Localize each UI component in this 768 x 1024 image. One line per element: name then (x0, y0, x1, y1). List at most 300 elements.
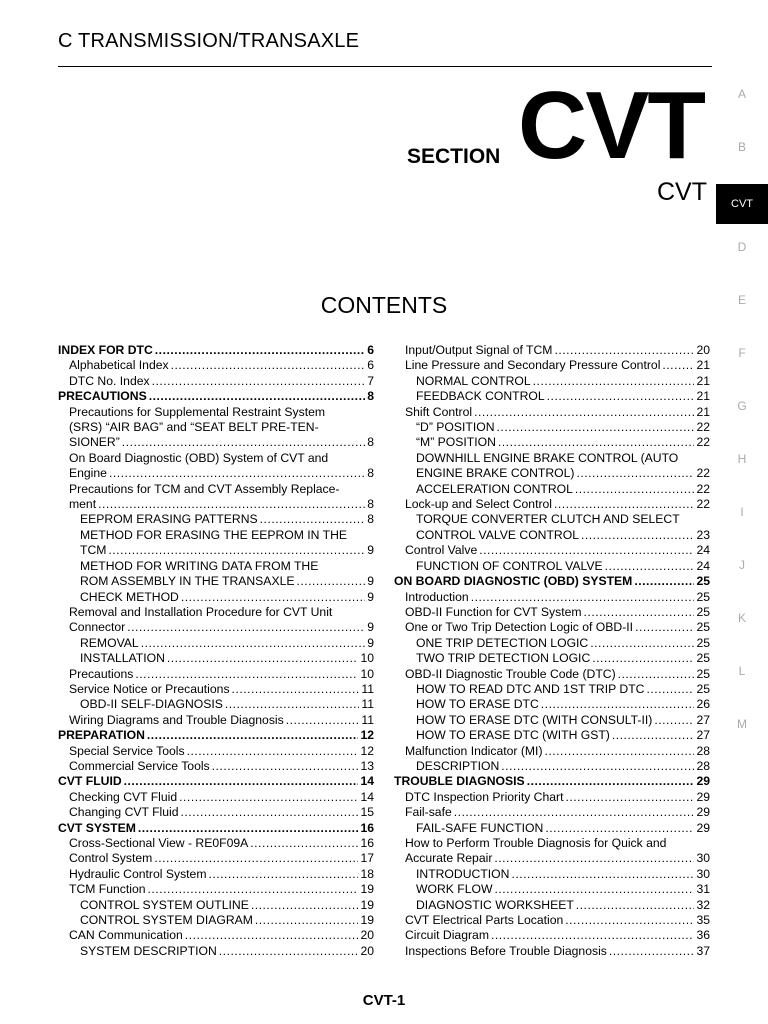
toc-entry[interactable] (58, 898, 374, 913)
toc-leader-dots (135, 667, 358, 682)
toc-entry-title: ROM ASSEMBLY IN THE TRANSAXLE (80, 574, 295, 589)
toc-leader-dots (547, 389, 695, 404)
toc-leader-dots (609, 944, 695, 959)
toc-entry-title: ON BOARD DIAGNOSTIC (OBD) SYSTEM (394, 574, 633, 589)
toc-entry-page: 17 (360, 851, 374, 866)
toc-entry-page: 25 (696, 681, 710, 696)
toc-entry-title: Service Notice or Precautions (69, 681, 230, 696)
toc-entry-page: 8 (367, 497, 374, 512)
toc-entry-page: 11 (361, 681, 374, 696)
toc-entry-title: OBD-II Function for CVT System (405, 604, 582, 619)
contents-title: CONTENTS (320, 292, 448, 318)
toc-entry[interactable] (58, 590, 374, 605)
toc-entry-page: 6 (367, 343, 374, 357)
toc-entry-page: 22 (696, 435, 710, 450)
toc-entry[interactable] (58, 374, 374, 389)
toc-entry-page: 12 (360, 728, 374, 743)
toc-leader-dots (108, 543, 365, 558)
toc-entry-page: 9 (367, 543, 374, 558)
toc-entry-page: 8 (367, 466, 374, 481)
toc-entry-title: CONTROL SYSTEM DIAGRAM (80, 913, 253, 928)
toc-entry[interactable] (394, 358, 710, 373)
toc-entry[interactable] (58, 867, 374, 882)
toc-leader-dots (592, 651, 694, 666)
toc-entry-title: Lock-up and Select Control (405, 497, 553, 512)
toc-entry-page: 25 (696, 635, 710, 650)
toc-entry[interactable] (394, 898, 710, 913)
toc-entry-page: 31 (696, 882, 710, 897)
section-tab-l[interactable]: L (738, 664, 746, 678)
toc-entry-title: Shift Control (405, 404, 473, 419)
toc-entry-page: 14 (360, 774, 374, 789)
toc-entry-title: INDEX FOR DTC (58, 343, 153, 357)
toc-entry[interactable] (58, 636, 374, 651)
toc-entry-title: FEEDBACK CONTROL (416, 389, 545, 404)
toc-leader-dots (212, 759, 359, 774)
toc-leader-dots (566, 790, 695, 805)
toc-right-column (394, 343, 710, 959)
toc-entry-title: Precautions for TCM and CVT Assembly Replace- (69, 481, 340, 496)
toc-leader-dots (662, 358, 694, 373)
section-code: CVT (518, 72, 704, 179)
toc-entry[interactable] (394, 420, 710, 435)
toc-entry[interactable] (394, 744, 710, 759)
toc-leader-dots (286, 713, 360, 728)
toc-entry-page: 13 (360, 758, 374, 773)
toc-entry[interactable] (58, 343, 374, 358)
toc-entry[interactable] (58, 821, 374, 836)
toc-entry-page: 25 (696, 666, 710, 681)
toc-leader-dots (565, 913, 694, 928)
toc-entry-title: PRECAUTIONS (58, 389, 147, 404)
toc-entry[interactable] (58, 851, 374, 866)
toc-entry-title: TWO TRIP DETECTION LOGIC (416, 651, 591, 666)
toc-entry-page: 29 (696, 805, 710, 820)
toc-entry-page: 8 (367, 389, 374, 404)
toc-leader-dots (541, 697, 695, 712)
toc-leader-dots (575, 482, 695, 497)
toc-entry[interactable] (394, 435, 710, 450)
toc-entry-page: 22 (696, 466, 710, 481)
toc-entry[interactable] (394, 944, 710, 959)
toc-entry-title: ment (69, 497, 97, 512)
toc-entry-page: 21 (696, 358, 710, 373)
toc-leader-dots (495, 882, 695, 897)
toc-leader-dots (635, 620, 694, 635)
toc-leader-dots (491, 928, 694, 943)
toc-entry-title: Control Valve (405, 543, 478, 558)
toc-leader-dots (497, 420, 695, 435)
toc-entry-title: CAN Communication (69, 928, 183, 943)
toc-leader-dots (124, 774, 359, 789)
toc-entry-title: CVT FLUID (58, 774, 122, 789)
toc-entry-page: 24 (696, 558, 710, 573)
toc-entry-page: 9 (367, 635, 374, 650)
toc-entry-title: CHECK METHOD (80, 589, 179, 604)
toc-entry[interactable] (58, 559, 374, 590)
toc-leader-dots (109, 466, 365, 481)
toc-entry-title: INSTALLATION (80, 651, 165, 666)
toc-entry-page: 26 (696, 697, 710, 712)
toc-entry-title: Introduction (405, 589, 469, 604)
toc-entry-page: 16 (360, 836, 374, 850)
toc-entry-title: HOW TO READ DTC AND 1ST TRIP DTC (416, 681, 645, 696)
toc-entry[interactable] (394, 697, 710, 712)
toc-entry-page: 21 (696, 389, 710, 404)
toc-entry[interactable] (58, 358, 374, 373)
toc-entry-title: DESCRIPTION (416, 758, 500, 773)
toc-entry-page: 19 (360, 897, 374, 912)
toc-leader-dots (171, 358, 366, 373)
toc-entry-title: TROUBLE DIAGNOSIS (394, 774, 525, 789)
toc-entry[interactable] (394, 389, 710, 404)
toc-entry-page: 30 (696, 866, 710, 881)
toc-entry-title: Precautions (69, 666, 134, 681)
toc-entry[interactable] (58, 774, 374, 789)
toc-entry-page: 32 (696, 897, 710, 912)
toc-leader-dots (185, 928, 359, 943)
toc-leader-dots (98, 497, 365, 512)
toc-leader-dots (147, 728, 359, 743)
toc-entry-title: Commercial Service Tools (69, 758, 210, 773)
toc-entry[interactable] (394, 774, 710, 789)
toc-entry-title: Control System (69, 851, 153, 866)
toc-leader-dots (127, 620, 365, 635)
section-tab-h[interactable]: H (737, 452, 747, 466)
toc-leader-dots (618, 667, 695, 682)
toc-leader-dots (209, 867, 359, 882)
toc-entry[interactable] (394, 790, 710, 805)
toc-entry[interactable] (58, 405, 374, 451)
section-tab-j[interactable]: J (739, 558, 745, 572)
toc-entry-page: 16 (360, 820, 374, 835)
toc-entry[interactable] (394, 913, 710, 928)
toc-leader-dots (511, 867, 694, 882)
toc-entry-page: 19 (360, 913, 374, 928)
toc-entry-title: Circuit Diagram (405, 928, 489, 943)
toc-entry-page: 22 (696, 420, 710, 435)
toc-entry-title: INTRODUCTION (416, 866, 510, 881)
toc-entry[interactable] (394, 451, 710, 482)
toc-entry-title: EEPROM ERASING PATTERNS (80, 512, 258, 527)
toc-entry-title: Precautions for Supplemental Restraint System (69, 404, 326, 419)
toc-leader-dots (167, 651, 359, 666)
toc-entry[interactable] (394, 821, 710, 836)
toc-leader-dots (576, 466, 694, 481)
section-index-tabs (716, 84, 768, 767)
toc-leader-dots (498, 435, 695, 450)
toc-entry-title: “M” POSITION (416, 435, 496, 450)
toc-entry-title: On Board Diagnostic (OBD) System of CVT and (69, 450, 329, 465)
toc-entry-page: 29 (696, 789, 710, 804)
toc-entry[interactable] (58, 697, 374, 712)
toc-entry-page: 11 (361, 697, 374, 712)
toc-leader-dots (634, 574, 694, 589)
toc-entry-page: 28 (696, 743, 710, 758)
toc-leader-dots (232, 682, 360, 697)
toc-entry-title: Malfunction Indicator (MI) (405, 743, 543, 758)
toc-entry-page: 8 (367, 512, 374, 527)
toc-entry-title: Special Service Tools (69, 743, 185, 758)
toc-leader-dots (501, 759, 694, 774)
toc-entry-title: CVT SYSTEM (58, 820, 136, 835)
toc-entry-title: Inspections Before Trouble Diagnosis (405, 943, 607, 958)
toc-entry-page: 20 (360, 943, 374, 958)
toc-entry-title: NORMAL CONTROL (416, 373, 531, 388)
toc-entry[interactable] (394, 667, 710, 682)
section-tab-d[interactable]: D (737, 240, 747, 254)
toc-entry[interactable] (58, 512, 374, 527)
section-tab-k[interactable]: K (737, 611, 746, 625)
toc-leader-dots (152, 374, 366, 389)
toc-entry[interactable] (394, 805, 710, 820)
toc-entry[interactable] (394, 928, 710, 943)
toc-entry[interactable] (394, 728, 710, 743)
toc-entry[interactable] (58, 836, 374, 851)
toc-entry-title: Engine (69, 466, 107, 481)
toc-entry-page: 21 (696, 373, 710, 388)
section-subcode: CVT (657, 178, 707, 206)
section-tab-f[interactable]: F (738, 346, 746, 360)
toc-entry[interactable] (394, 759, 710, 774)
toc-leader-dots (605, 559, 695, 574)
toc-entry-page: 9 (367, 589, 374, 604)
toc-leader-dots (255, 913, 359, 928)
toc-entry[interactable] (394, 882, 710, 897)
toc-entry-title: TORQUE CONVERTER CLUTCH AND SELECT (416, 512, 680, 527)
toc-entry[interactable] (58, 605, 374, 636)
toc-entry-page: 23 (696, 527, 710, 542)
section-tab-i[interactable]: I (740, 505, 744, 519)
toc-entry-page: 14 (360, 789, 374, 804)
toc-entry-page: 36 (696, 928, 710, 943)
toc-entry[interactable] (394, 497, 710, 512)
toc-entry[interactable] (394, 605, 710, 620)
toc-entry[interactable] (394, 543, 710, 558)
toc-entry-title: REMOVAL (80, 635, 139, 650)
toc-leader-dots (533, 374, 695, 389)
toc-leader-dots (654, 713, 694, 728)
toc-leader-dots (250, 836, 358, 851)
toc-entry[interactable] (394, 836, 710, 867)
section-tab-b[interactable]: B (737, 140, 746, 154)
toc-leader-dots (612, 728, 695, 743)
toc-entry-page: 9 (367, 620, 374, 635)
toc-entry-title: SIONER” (69, 435, 120, 450)
toc-entry[interactable] (394, 620, 710, 635)
toc-entry-page: 30 (696, 851, 710, 866)
toc-entry-title: FAIL-SAFE FUNCTION (416, 820, 544, 835)
toc-leader-dots (154, 851, 358, 866)
toc-entry-page: 22 (696, 497, 710, 512)
toc-leader-dots (646, 682, 694, 697)
toc-entry-title: Connector (69, 620, 126, 635)
toc-entry[interactable] (58, 744, 374, 759)
toc-entry[interactable] (394, 682, 710, 697)
toc-entry-title: DTC No. Index (69, 373, 150, 388)
toc-entry-title: DOWNHILL ENGINE BRAKE CONTROL (AUTO (416, 450, 679, 465)
toc-entry-title: CVT Electrical Parts Location (405, 913, 564, 928)
toc-entry-title: HOW TO ERASE DTC (416, 697, 539, 712)
toc-entry[interactable] (58, 713, 374, 728)
toc-entry-title: Removal and Installation Procedure for CVT Unit (69, 604, 333, 619)
toc-leader-dots (471, 590, 695, 605)
toc-entry[interactable] (58, 882, 374, 897)
toc-leader-dots (181, 590, 365, 605)
toc-entry[interactable] (394, 512, 710, 543)
toc-entry-page: 12 (360, 743, 374, 758)
toc-entry-title: “D” POSITION (416, 420, 495, 435)
toc-entry[interactable] (58, 682, 374, 697)
toc-entry-page: 15 (360, 805, 374, 820)
toc-entry[interactable] (58, 944, 374, 959)
toc-entry-page: 27 (696, 712, 710, 727)
toc-entry-page: 35 (696, 913, 710, 928)
toc-leader-dots (148, 882, 359, 897)
section-tab-a[interactable]: A (737, 87, 746, 101)
toc-leader-dots (122, 435, 365, 450)
toc-entry-title: DIAGNOSTIC WORKSHEET (416, 897, 574, 912)
toc-entry-page: 18 (360, 866, 374, 881)
toc-entry-page: 28 (696, 758, 710, 773)
toc-leader-dots (584, 605, 695, 620)
toc-entry-title: Input/Output Signal of TCM (405, 343, 553, 357)
section-label: SECTION (407, 145, 501, 168)
toc-entry-page: 8 (367, 435, 374, 450)
toc-entry[interactable] (58, 482, 374, 513)
toc-entry-page: 25 (696, 589, 710, 604)
toc-entry-page: 25 (696, 620, 710, 635)
section-tab-g[interactable]: G (737, 399, 747, 413)
toc-entry-page: 20 (696, 343, 710, 357)
section-tab-e[interactable]: E (737, 293, 746, 307)
toc-entry-title: Changing CVT Fluid (69, 805, 179, 820)
toc-entry-page: 25 (696, 604, 710, 619)
toc-entry[interactable] (58, 790, 374, 805)
toc-entry-title: Alphabetical Index (69, 358, 169, 373)
toc-entry-title: OBD-II Diagnostic Trouble Code (DTC) (405, 666, 616, 681)
toc-leader-dots (454, 805, 695, 820)
toc-entry-title: CONTROL VALVE CONTROL (416, 527, 579, 542)
toc-entry-title: OBD-II SELF-DIAGNOSIS (80, 697, 223, 712)
toc-entry[interactable] (394, 867, 710, 882)
toc-leader-dots (225, 697, 359, 712)
toc-entry[interactable] (58, 928, 374, 943)
toc-entry[interactable] (394, 713, 710, 728)
toc-leader-dots (581, 528, 694, 543)
toc-leader-dots (545, 744, 695, 759)
toc-leader-dots (138, 821, 359, 836)
toc-entry-title: HOW TO ERASE DTC (WITH CONSULT-II) (416, 712, 653, 727)
toc-entry[interactable] (394, 482, 710, 497)
toc-entry-page: 37 (696, 943, 710, 958)
toc-entry-title: Cross-Sectional View - RE0F09A (69, 836, 249, 850)
toc-entry-title: PREPARATION (58, 728, 145, 743)
toc-entry-title: WORK FLOW (416, 882, 493, 897)
toc-leader-dots (141, 636, 366, 651)
toc-entry[interactable] (394, 405, 710, 420)
toc-entry[interactable] (394, 574, 710, 589)
toc-entry-page: 9 (367, 574, 374, 589)
toc-entry[interactable] (58, 389, 374, 404)
toc-entry-title: HOW TO ERASE DTC (WITH GST) (416, 728, 610, 743)
toc-leader-dots (554, 343, 694, 358)
toc-left-column (58, 343, 374, 959)
toc-entry-title: Line Pressure and Secondary Pressure Control (405, 358, 661, 373)
toc-entry[interactable] (58, 651, 374, 666)
toc-entry[interactable] (394, 374, 710, 389)
toc-entry[interactable] (58, 667, 374, 682)
toc-entry-title: FUNCTION OF CONTROL VALVE (416, 558, 603, 573)
toc-leader-dots (479, 543, 694, 558)
toc-entry-page: 10 (360, 666, 374, 681)
toc-entry-title: CONTROL SYSTEM OUTLINE (80, 897, 249, 912)
toc-leader-dots (590, 636, 694, 651)
toc-leader-dots (474, 405, 694, 420)
toc-entry[interactable] (394, 343, 710, 358)
toc-entry-title: ONE TRIP DETECTION LOGIC (416, 635, 589, 650)
toc-entry-page: 27 (696, 728, 710, 743)
toc-entry-title: Fail-safe (405, 805, 452, 820)
page-number: CVT-1 (362, 992, 406, 1009)
toc-entry[interactable] (394, 651, 710, 666)
toc-entry-title: TCM (80, 543, 107, 558)
toc-entry-page: 29 (696, 774, 710, 789)
toc-entry-page: 11 (361, 712, 374, 727)
toc-entry[interactable] (58, 805, 374, 820)
toc-entry-page: 19 (360, 882, 374, 897)
toc-entry-title: DTC Inspection Priority Chart (405, 789, 564, 804)
manual-header-title: C TRANSMISSION/TRANSAXLE (58, 30, 360, 52)
toc-leader-dots (576, 898, 695, 913)
toc-entry-title: ENGINE BRAKE CONTROL) (416, 466, 575, 481)
toc-entry[interactable] (394, 590, 710, 605)
toc-leader-dots (219, 944, 359, 959)
toc-entry[interactable] (394, 559, 710, 574)
toc-entry-title: ACCELERATION CONTROL (416, 481, 573, 496)
toc-entry-title: One or Two Trip Detection Logic of OBD-II (405, 620, 634, 635)
toc-entry-page: 21 (696, 404, 710, 419)
toc-entry-title: TCM Function (69, 882, 146, 897)
section-tab-m[interactable]: M (737, 717, 747, 731)
toc-leader-dots (155, 343, 365, 358)
toc-leader-dots (251, 898, 359, 913)
toc-entry[interactable] (58, 759, 374, 774)
toc-entry[interactable] (58, 913, 374, 928)
toc-entry-title: METHOD FOR ERASING THE EEPROM IN THE (80, 527, 348, 542)
toc-entry-page: 29 (696, 820, 710, 835)
toc-entry-page: 10 (360, 651, 374, 666)
toc-leader-dots (179, 790, 358, 805)
toc-leader-dots (181, 805, 359, 820)
toc-entry-title: Accurate Repair (405, 851, 493, 866)
toc-entry[interactable] (58, 528, 374, 559)
toc-entry[interactable] (394, 636, 710, 651)
toc-leader-dots (296, 574, 365, 589)
toc-entry-page: 22 (696, 481, 710, 496)
toc-leader-dots (149, 389, 366, 404)
header-rule (58, 66, 712, 67)
toc-entry[interactable] (58, 728, 374, 743)
section-tab-cvt[interactable]: CVT (716, 184, 768, 224)
toc-leader-dots (260, 512, 366, 527)
toc-entry-title: How to Perform Trouble Diagnosis for Quick and (405, 836, 667, 850)
toc-entry-title: SYSTEM DESCRIPTION (80, 943, 217, 958)
toc-entry-title: (SRS) “AIR BAG” and “SEAT BELT PRE-TEN- (69, 420, 319, 435)
toc-entry-page: 7 (367, 373, 374, 388)
toc-leader-dots (554, 497, 694, 512)
toc-entry[interactable] (58, 451, 374, 482)
